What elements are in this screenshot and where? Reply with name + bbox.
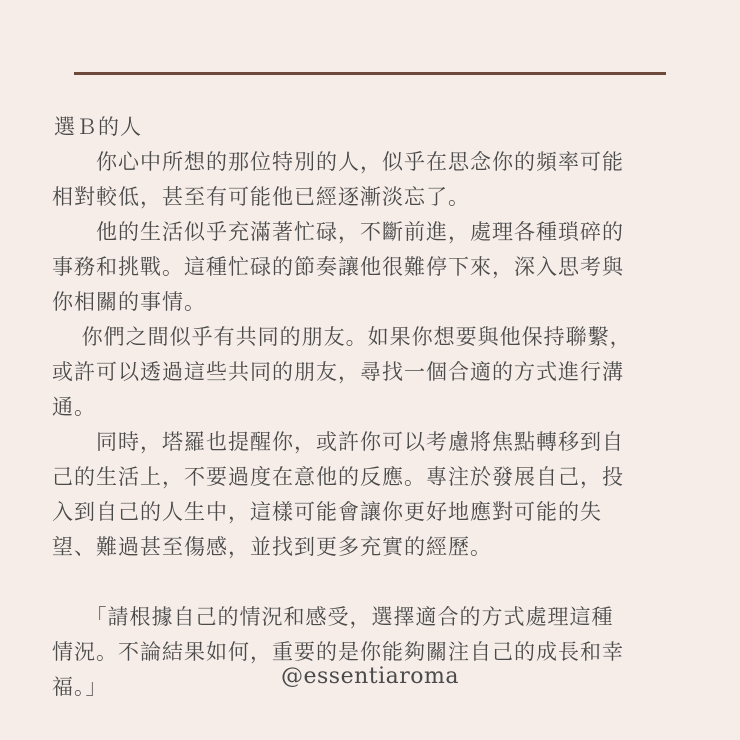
quote-line: 情況。不論結果如何，重要的是你能夠關注自己的成長和幸 xyxy=(52,640,624,664)
text-line: 你相關的事情。 xyxy=(52,290,206,314)
text-line: 或許可以透過這些共同的朋友，尋找一個合適的方式進行溝 xyxy=(52,360,624,384)
text-line: 入到自己的人生中，這樣可能會讓你更好地應對可能的失 xyxy=(52,500,602,524)
quote-line: 「請根據自己的情況和感受，選擇適合的方式處理這種 xyxy=(52,605,614,629)
text-line: 他的生活似乎充滿著忙碌，不斷前進，處理各種瑣碎的 xyxy=(52,220,624,244)
text-line: 己的生活上，不要過度在意他的反應。專注於發展自己，投 xyxy=(52,465,624,489)
text-line: 望、難過甚至傷感，並找到更多充實的經歷。 xyxy=(52,535,492,559)
quote-line: 福。」 xyxy=(52,675,108,699)
text-line: 事務和挑戰。這種忙碌的節奏讓他很難停下來，深入思考與 xyxy=(52,255,624,279)
post-text xyxy=(52,110,692,705)
section-heading: 選Ｂ的人 xyxy=(54,115,142,139)
text-line: 你們之間似乎有共同的朋友。如果你想要與他保持聯繫， xyxy=(52,325,632,349)
blank-line xyxy=(52,565,692,600)
text-line: 同時，塔羅也提醒你，或許你可以考慮將焦點轉移到自 xyxy=(52,430,624,454)
text-line: 你心中所想的那位特別的人，似乎在思念你的頻率可能 xyxy=(52,150,624,174)
account-handle: @essentiaroma xyxy=(280,664,460,689)
text-line: 通。 xyxy=(52,395,96,419)
text-line: 相對較低，甚至有可能他已經逐漸淡忘了。 xyxy=(52,185,470,209)
top-divider xyxy=(74,72,666,75)
